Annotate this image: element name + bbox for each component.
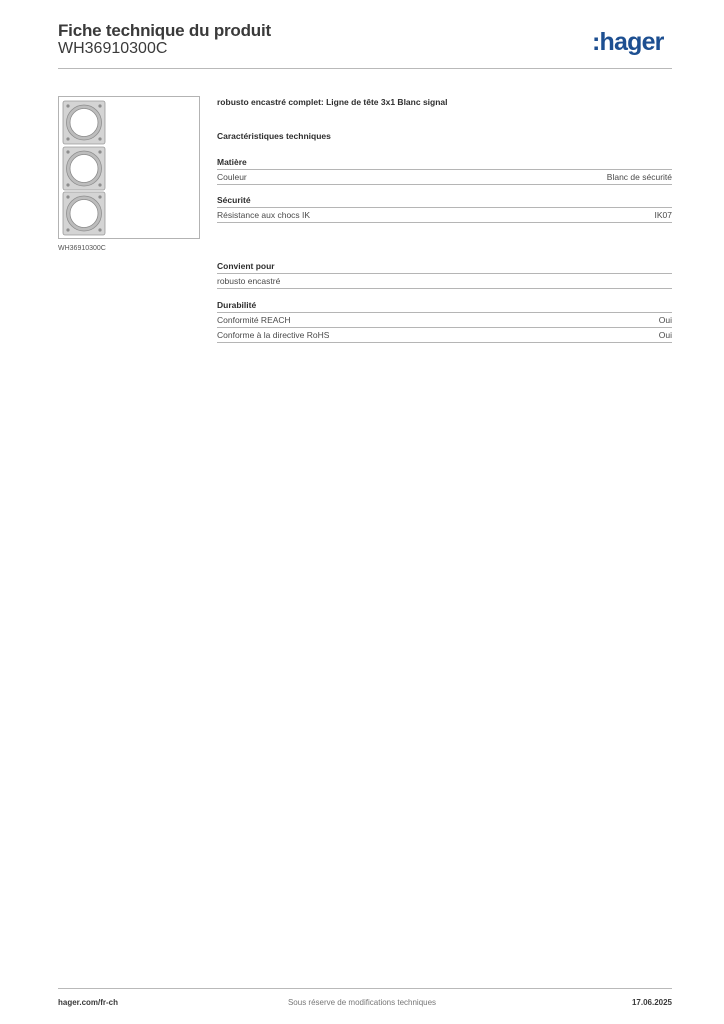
footer-website-link[interactable]: hager.com/fr-ch <box>58 998 119 1007</box>
spec-row <box>217 328 672 343</box>
spec-label: Couleur <box>217 172 247 182</box>
spec-group-securite <box>217 193 672 223</box>
product-description: robusto encastré complet: Ligne de tête 3x1 Blanc signal <box>217 97 448 107</box>
footer-divider <box>58 988 672 989</box>
spec-row <box>217 170 672 185</box>
spec-group-durabilite <box>217 298 672 343</box>
spec-value: Oui <box>658 315 672 325</box>
product-reference: WH36910300C <box>58 40 168 57</box>
socket-module-3 <box>63 192 105 235</box>
spec-group-title: Durabilité <box>217 298 672 313</box>
spec-row <box>217 208 672 223</box>
header-divider <box>58 68 672 69</box>
spec-group-title: Matière <box>217 155 672 170</box>
product-image-frame <box>58 96 200 239</box>
spec-value: Blanc de sécurité <box>606 172 672 182</box>
logo-text: :hager <box>592 28 664 56</box>
hager-logo <box>592 28 674 58</box>
spec-group-title: Convient pour <box>217 259 672 274</box>
spec-label: Conformité REACH <box>217 315 291 325</box>
spec-group-title: Sécurité <box>217 193 672 208</box>
footer-notice: Sous réserve de modifications techniques <box>287 998 437 1007</box>
page-title: Fiche technique du produit <box>58 21 271 40</box>
spec-group-convient-pour <box>217 259 672 289</box>
spec-value: Oui <box>658 330 672 340</box>
spec-group-matiere <box>217 155 672 185</box>
spec-label: Conforme à la directive RoHS <box>217 330 330 340</box>
footer-date: 17.06.2025 <box>631 998 672 1007</box>
socket-module-2 <box>63 147 105 190</box>
spec-value: IK07 <box>654 210 672 220</box>
product-image-caption: WH36910300C <box>58 245 106 252</box>
technical-characteristics-title: Caractéristiques techniques <box>217 131 331 141</box>
spec-label: robusto encastré <box>217 276 281 286</box>
socket-module-1 <box>63 101 105 144</box>
spec-row <box>217 274 672 289</box>
product-image <box>62 100 106 236</box>
spec-row <box>217 313 672 328</box>
spec-label: Résistance aux chocs IK <box>217 210 311 220</box>
